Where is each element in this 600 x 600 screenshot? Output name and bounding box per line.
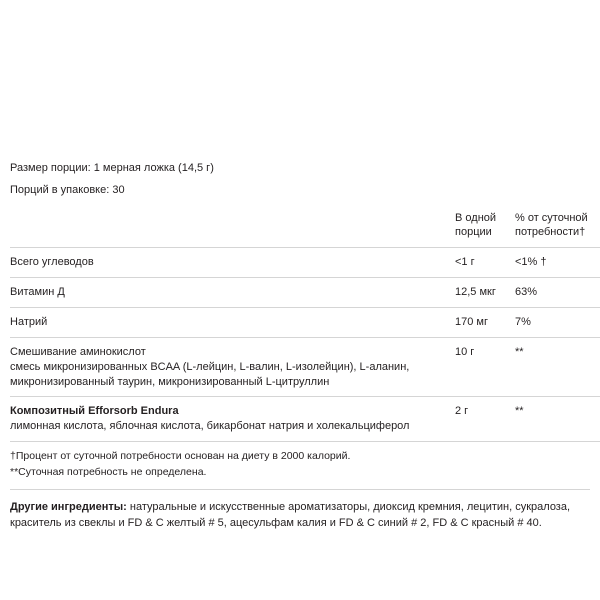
row-amount: <1 г [455,248,515,278]
column-header-amount [455,206,515,248]
table-row [10,278,600,308]
row-name: Смешивание аминокислот [10,345,146,358]
row-name: Всего углеводов [10,256,94,269]
row-name: Витамин Д [10,286,65,299]
table-row [10,248,600,278]
footnote-daily-value: †Процент от суточной потребности основан на диету в 2000 калорий. [10,450,351,463]
row-name-detail: смесь микронизированных BCAA (L-лейцин, L-валин, L-изолейцин), L-аланин, микронизированный таурин, микронизированный L-цитруллин [10,360,410,388]
row-name-cell [10,308,455,338]
row-amount: 10 г [455,337,515,397]
row-daily-value: 7% [515,308,600,338]
other-ingredients-title: Другие ингредиенты: [10,500,127,513]
row-name-cell [10,397,455,442]
row-name-cell [10,278,455,308]
other-ingredients-text: натуральные и искусственные ароматизаторы, диоксид кремния, лецитин, сукралоза, краситель из свеклы и FD & C желтый # 5, ацесульфам калия и FD & C синий # 2, FD & C красный # 40. [10,500,571,530]
table-row [10,397,600,442]
column-header-amount-line2: порции [455,225,492,238]
row-amount: 170 мг [455,308,515,338]
column-header-dv-line2: потребности† [515,225,586,238]
row-name-detail: лимонная кислота, яблочная кислота, бикарбонат натрия и холекальциферол [10,420,410,433]
table-row [10,308,600,338]
row-daily-value: <1% † [515,248,600,278]
row-name: Композитный Efforsorb Endura [10,405,179,418]
serving-size: Размер порции: 1 мерная ложка (14,5 г) [10,162,214,174]
row-name-cell [10,248,455,278]
footnotes [10,442,590,483]
row-daily-value: ** [515,337,600,397]
column-header-name [10,206,455,248]
servings-per-container: Порций в упаковке: 30 [10,183,125,196]
row-daily-value: ** [515,397,600,442]
footnote-not-established: **Суточная потребность не определена. [10,465,207,478]
nutrition-table [10,206,600,442]
other-ingredients-section [10,489,590,532]
table-row [10,337,600,397]
other-ingredients [10,499,590,532]
column-header-dv-line1: % от суточной [515,211,588,224]
row-daily-value: 63% [515,278,600,308]
row-amount: 12,5 мкг [455,278,515,308]
column-header-amount-line1: В одной [455,211,497,224]
row-name: Натрий [10,316,48,329]
table-header [10,206,600,248]
row-name-cell [10,337,455,397]
row-amount: 2 г [455,397,515,442]
serving-info [10,150,590,206]
supplement-facts-panel [0,150,600,532]
table-header-row [10,206,600,248]
column-header-dv [515,206,600,248]
table-body [10,248,600,442]
